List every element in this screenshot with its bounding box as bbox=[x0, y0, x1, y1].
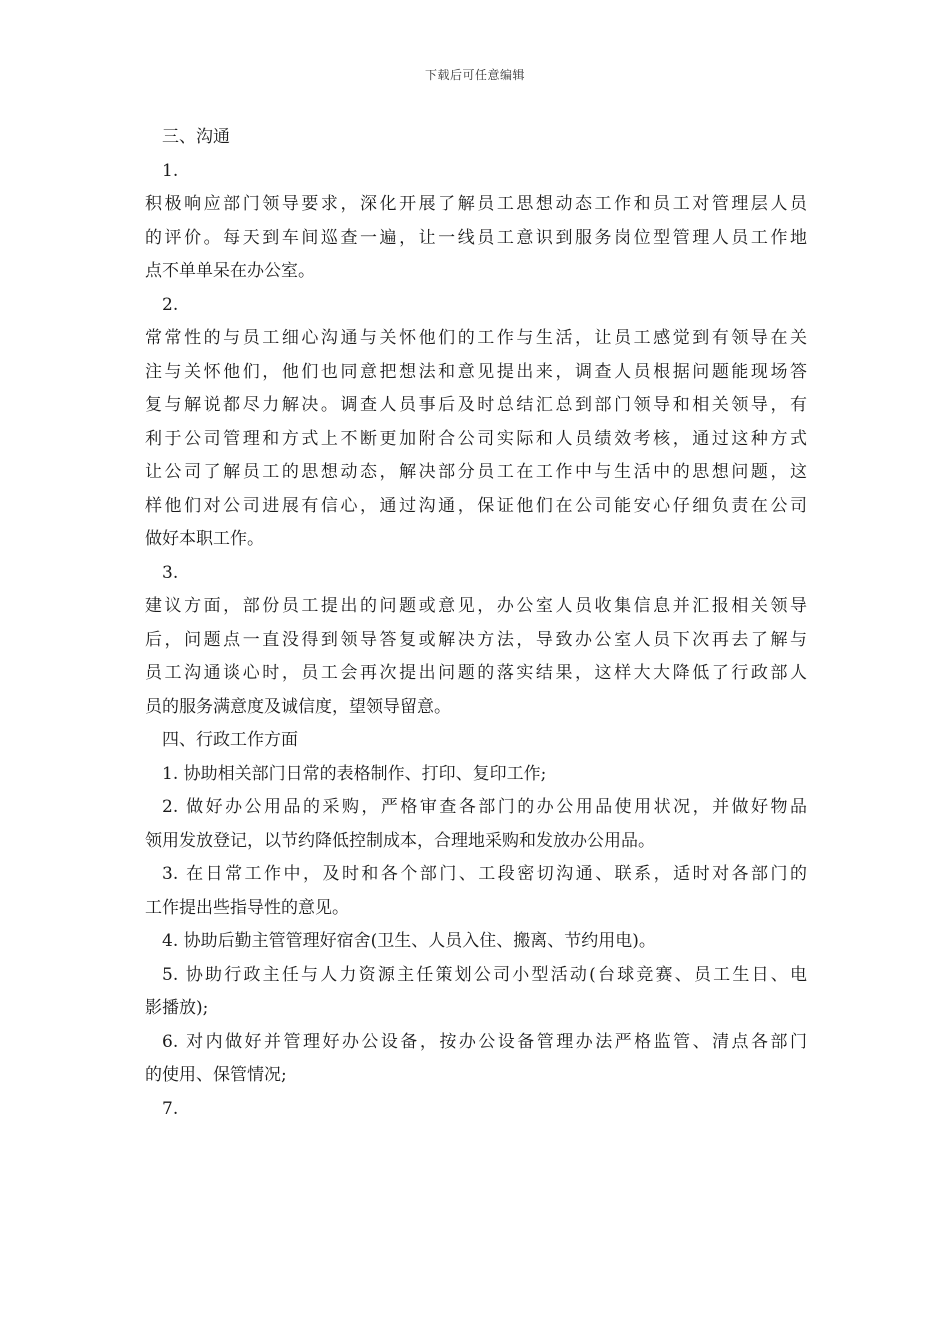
paragraph-line: 2. bbox=[162, 294, 179, 315]
paragraph-line: 后，问题点一直没得到领导答复或解决方法，导致办公室人员下次再去了解与 bbox=[145, 629, 807, 650]
paragraph-line: 让公司了解员工的思想动态，解决部分员工在工作中与生活中的思想问题，这 bbox=[145, 462, 807, 482]
page-header: 下载后可任意编辑 bbox=[424, 68, 525, 82]
paragraph-line: 3. bbox=[162, 562, 179, 583]
paragraph-line: 的使用、保管情况; bbox=[145, 1065, 287, 1085]
paragraph-line: 3. 在日常工作中，及时和各个部门、工段密切沟通、联系，适时对各部门的 bbox=[162, 864, 807, 884]
paragraph-line: 7. bbox=[162, 1098, 179, 1119]
paragraph-line: 建议方面，部份员工提出的问题或意见，办公室人员收集信息并汇报相关领导 bbox=[145, 596, 807, 616]
paragraph-line: 员的服务满意度及诚信度，望领导留意。 bbox=[145, 696, 451, 717]
paragraph-line: 常常性的与员工细心沟通与关怀他们的工作与生活，让员工感觉到有领导在关 bbox=[145, 328, 807, 348]
paragraph-line: 积极响应部门领导要求，深化开展了解员工思想动态工作和员工对管理层人员 bbox=[145, 194, 807, 214]
paragraph-line: 6. 对内做好并管理好办公设备，按办公设备管理办法严格监管、清点各部门 bbox=[162, 1031, 807, 1052]
paragraph-line: 做好本职工作。 bbox=[145, 529, 264, 549]
paragraph-line: 2. 做好办公用品的采购，严格审查各部门的办公用品使用状况，并做好物品 bbox=[162, 797, 807, 817]
paragraph-line: 注与关怀他们，他们也同意把想法和意见提出来，调查人员根据问题能现场答 bbox=[145, 361, 807, 382]
paragraph-line: 领用发放登记，以节约降低控制成本，合理地采购和发放办公用品。 bbox=[145, 830, 655, 851]
document-body bbox=[145, 121, 807, 1126]
paragraph-line: 的评价。每天到车间巡查一遍，让一线员工意识到服务岗位型管理人员工作地 bbox=[145, 227, 807, 248]
paragraph-line: 1. 协助相关部门日常的表格制作、打印、复印工作; bbox=[162, 763, 547, 784]
paragraph-line: 复与解说都尽力解决。调查人员事后及时总结汇总到部门领导和相关领导，有 bbox=[145, 395, 807, 415]
paragraph-line: 员工沟通谈心时，员工会再次提出问题的落实结果，这样大大降低了行政部人 bbox=[145, 663, 807, 683]
paragraph-line: 影播放); bbox=[145, 998, 209, 1018]
paragraph-line: 三、沟通 bbox=[162, 127, 230, 147]
paragraph-line: 工作提出些指导性的意见。 bbox=[145, 897, 349, 918]
paragraph-line: 5. 协助行政主任与人力资源主任策划公司小型活动(台球竞赛、员工生日、电 bbox=[162, 964, 807, 985]
paragraph-line: 点不单单呆在办公室。 bbox=[145, 261, 315, 281]
paragraph-line: 四、行政工作方面 bbox=[162, 730, 298, 750]
paragraph-line: 4. 协助后勤主管管理好宿舍(卫生、人员入住、搬离、节约用电)。 bbox=[162, 931, 656, 951]
paragraph-line: 1. bbox=[162, 160, 179, 181]
paragraph-line: 利于公司管理和方式上不断更加附合公司实际和人员绩效考核，通过这种方式 bbox=[145, 428, 807, 449]
paragraph-line: 样他们对公司进展有信心，通过沟通，保证他们在公司能安心仔细负责在公司 bbox=[145, 495, 807, 516]
